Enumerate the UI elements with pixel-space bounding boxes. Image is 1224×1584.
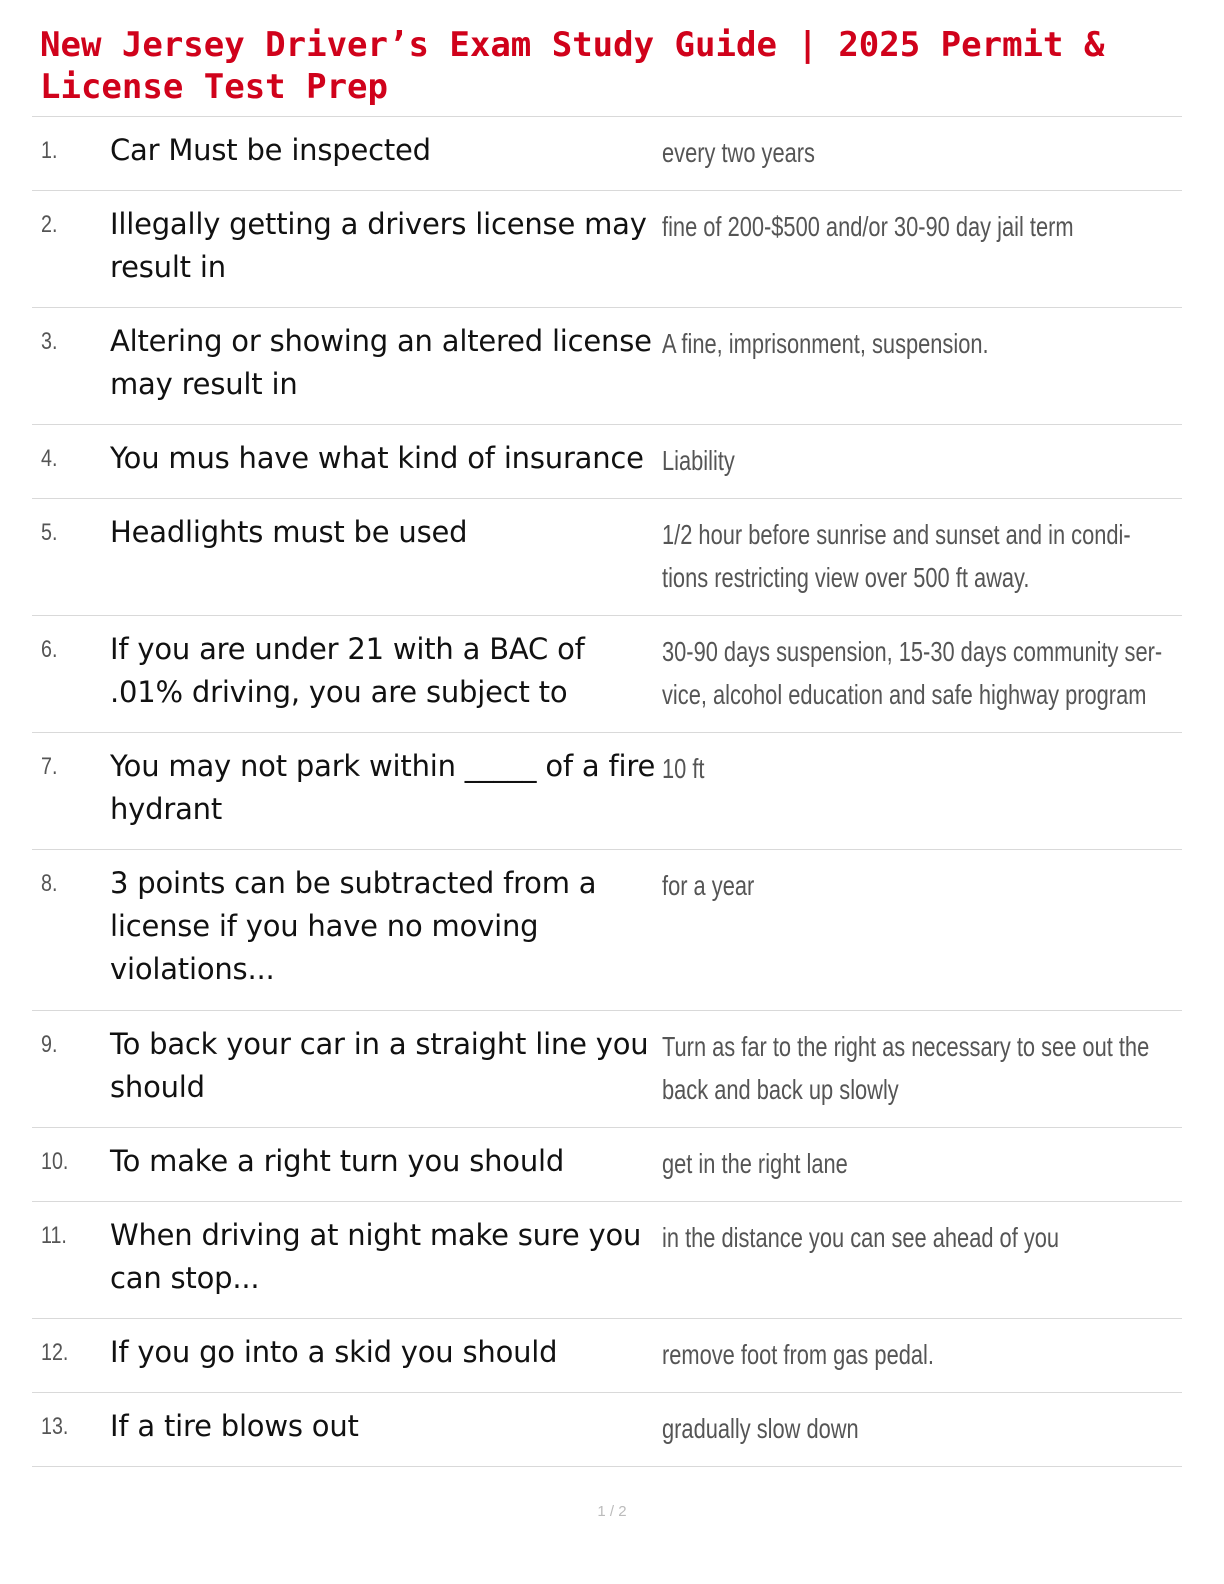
card-definition [662,864,1068,907]
definition-line: vice, alcohol education and safe highway program [662,679,1147,710]
card-definition [662,1333,1068,1376]
definition-line: for a year [662,870,755,901]
card-term: 3 points can be subtracted from a license if you have no moving violations... [110,866,597,986]
definition-line: 30-90 days suspension, 15-30 days community ser- [662,636,1163,667]
flashcard-row [32,1393,1182,1467]
card-definition [662,1216,1068,1259]
card-definition [662,1407,1068,1450]
card-definition [662,747,1068,790]
flashcard-row [32,425,1182,499]
definition-line: Turn as far to the right as necessary to see out the [662,1031,1150,1062]
card-definition [662,1142,1068,1185]
flashcard-row [32,733,1182,850]
card-term: Altering or showing an altered license may result in [110,324,652,401]
card-number: 12. [41,1339,69,1366]
flashcard-row [32,499,1182,616]
flashcard-row [32,1202,1182,1319]
card-term: You may not park within _____ of a fire hydrant [110,749,656,826]
card-term: You mus have what kind of insurance [110,441,644,475]
card-term: If you go into a skid you should [110,1335,558,1369]
definition-line: gradually slow down [662,1413,859,1444]
card-number: 1. [41,137,58,164]
card-number: 8. [41,870,58,897]
card-term: To back your car in a straight line you should [110,1027,649,1104]
definition-line: every two years [662,137,815,168]
flashcard-row [32,1319,1182,1393]
definition-line: 10 ft [662,753,705,784]
flashcard-row [32,117,1182,191]
card-definition [662,513,1131,599]
card-number: 4. [41,445,58,472]
definition-line: A fine, imprisonment, suspension. [662,328,989,359]
definition-line: in the distance you can see ahead of you [662,1222,1060,1253]
card-definition [662,630,1163,716]
card-number: 10. [41,1148,69,1175]
definition-line: back and back up slowly [662,1074,899,1105]
card-definition [662,131,1068,174]
card-term: If you are under 21 with a BAC of .01% driving, you are subject to [110,632,585,709]
card-term: To make a right turn you should [110,1144,565,1178]
flashcard-row [32,850,1182,1011]
card-term: Car Must be inspected [110,133,431,167]
definition-line: Liability [662,445,735,476]
flashcard-row [32,1011,1182,1128]
card-definition [662,205,1074,248]
card-number: 13. [41,1413,69,1440]
flashcard-list [32,116,1182,1467]
card-term: Headlights must be used [110,515,468,549]
flashcard-row [32,1128,1182,1202]
flashcard-row [32,308,1182,425]
card-definition [662,1025,1150,1111]
card-number: 11. [41,1222,67,1249]
card-definition [662,439,1068,482]
flashcard-row [32,191,1182,308]
definition-line: 1/2 hour before sunrise and sunset and in condi- [662,519,1131,550]
flashcard-row [32,616,1182,733]
card-number: 7. [41,753,58,780]
card-number: 2. [41,211,58,238]
card-number: 6. [41,636,58,663]
card-number: 9. [41,1031,58,1058]
definition-line: tions restricting view over 500 ft away. [662,562,1030,593]
card-number: 5. [41,519,58,546]
definition-line: remove foot from gas pedal. [662,1339,934,1370]
card-definition [662,322,1068,365]
card-term: If a tire blows out [110,1409,359,1443]
page-title: New Jersey Driver’s Exam Study Guide | 2025 Permit & License Test Prep [40,25,1105,107]
definition-line: get in the right lane [662,1148,848,1179]
card-term: When driving at night make sure you can stop... [110,1218,642,1295]
definition-line: fine of 200-$500 and/or 30-90 day jail term [662,211,1074,242]
card-term: Illegally getting a drivers license may result in [110,207,647,284]
page-indicator: 1 / 2 [597,1503,627,1520]
card-number: 3. [41,328,58,355]
